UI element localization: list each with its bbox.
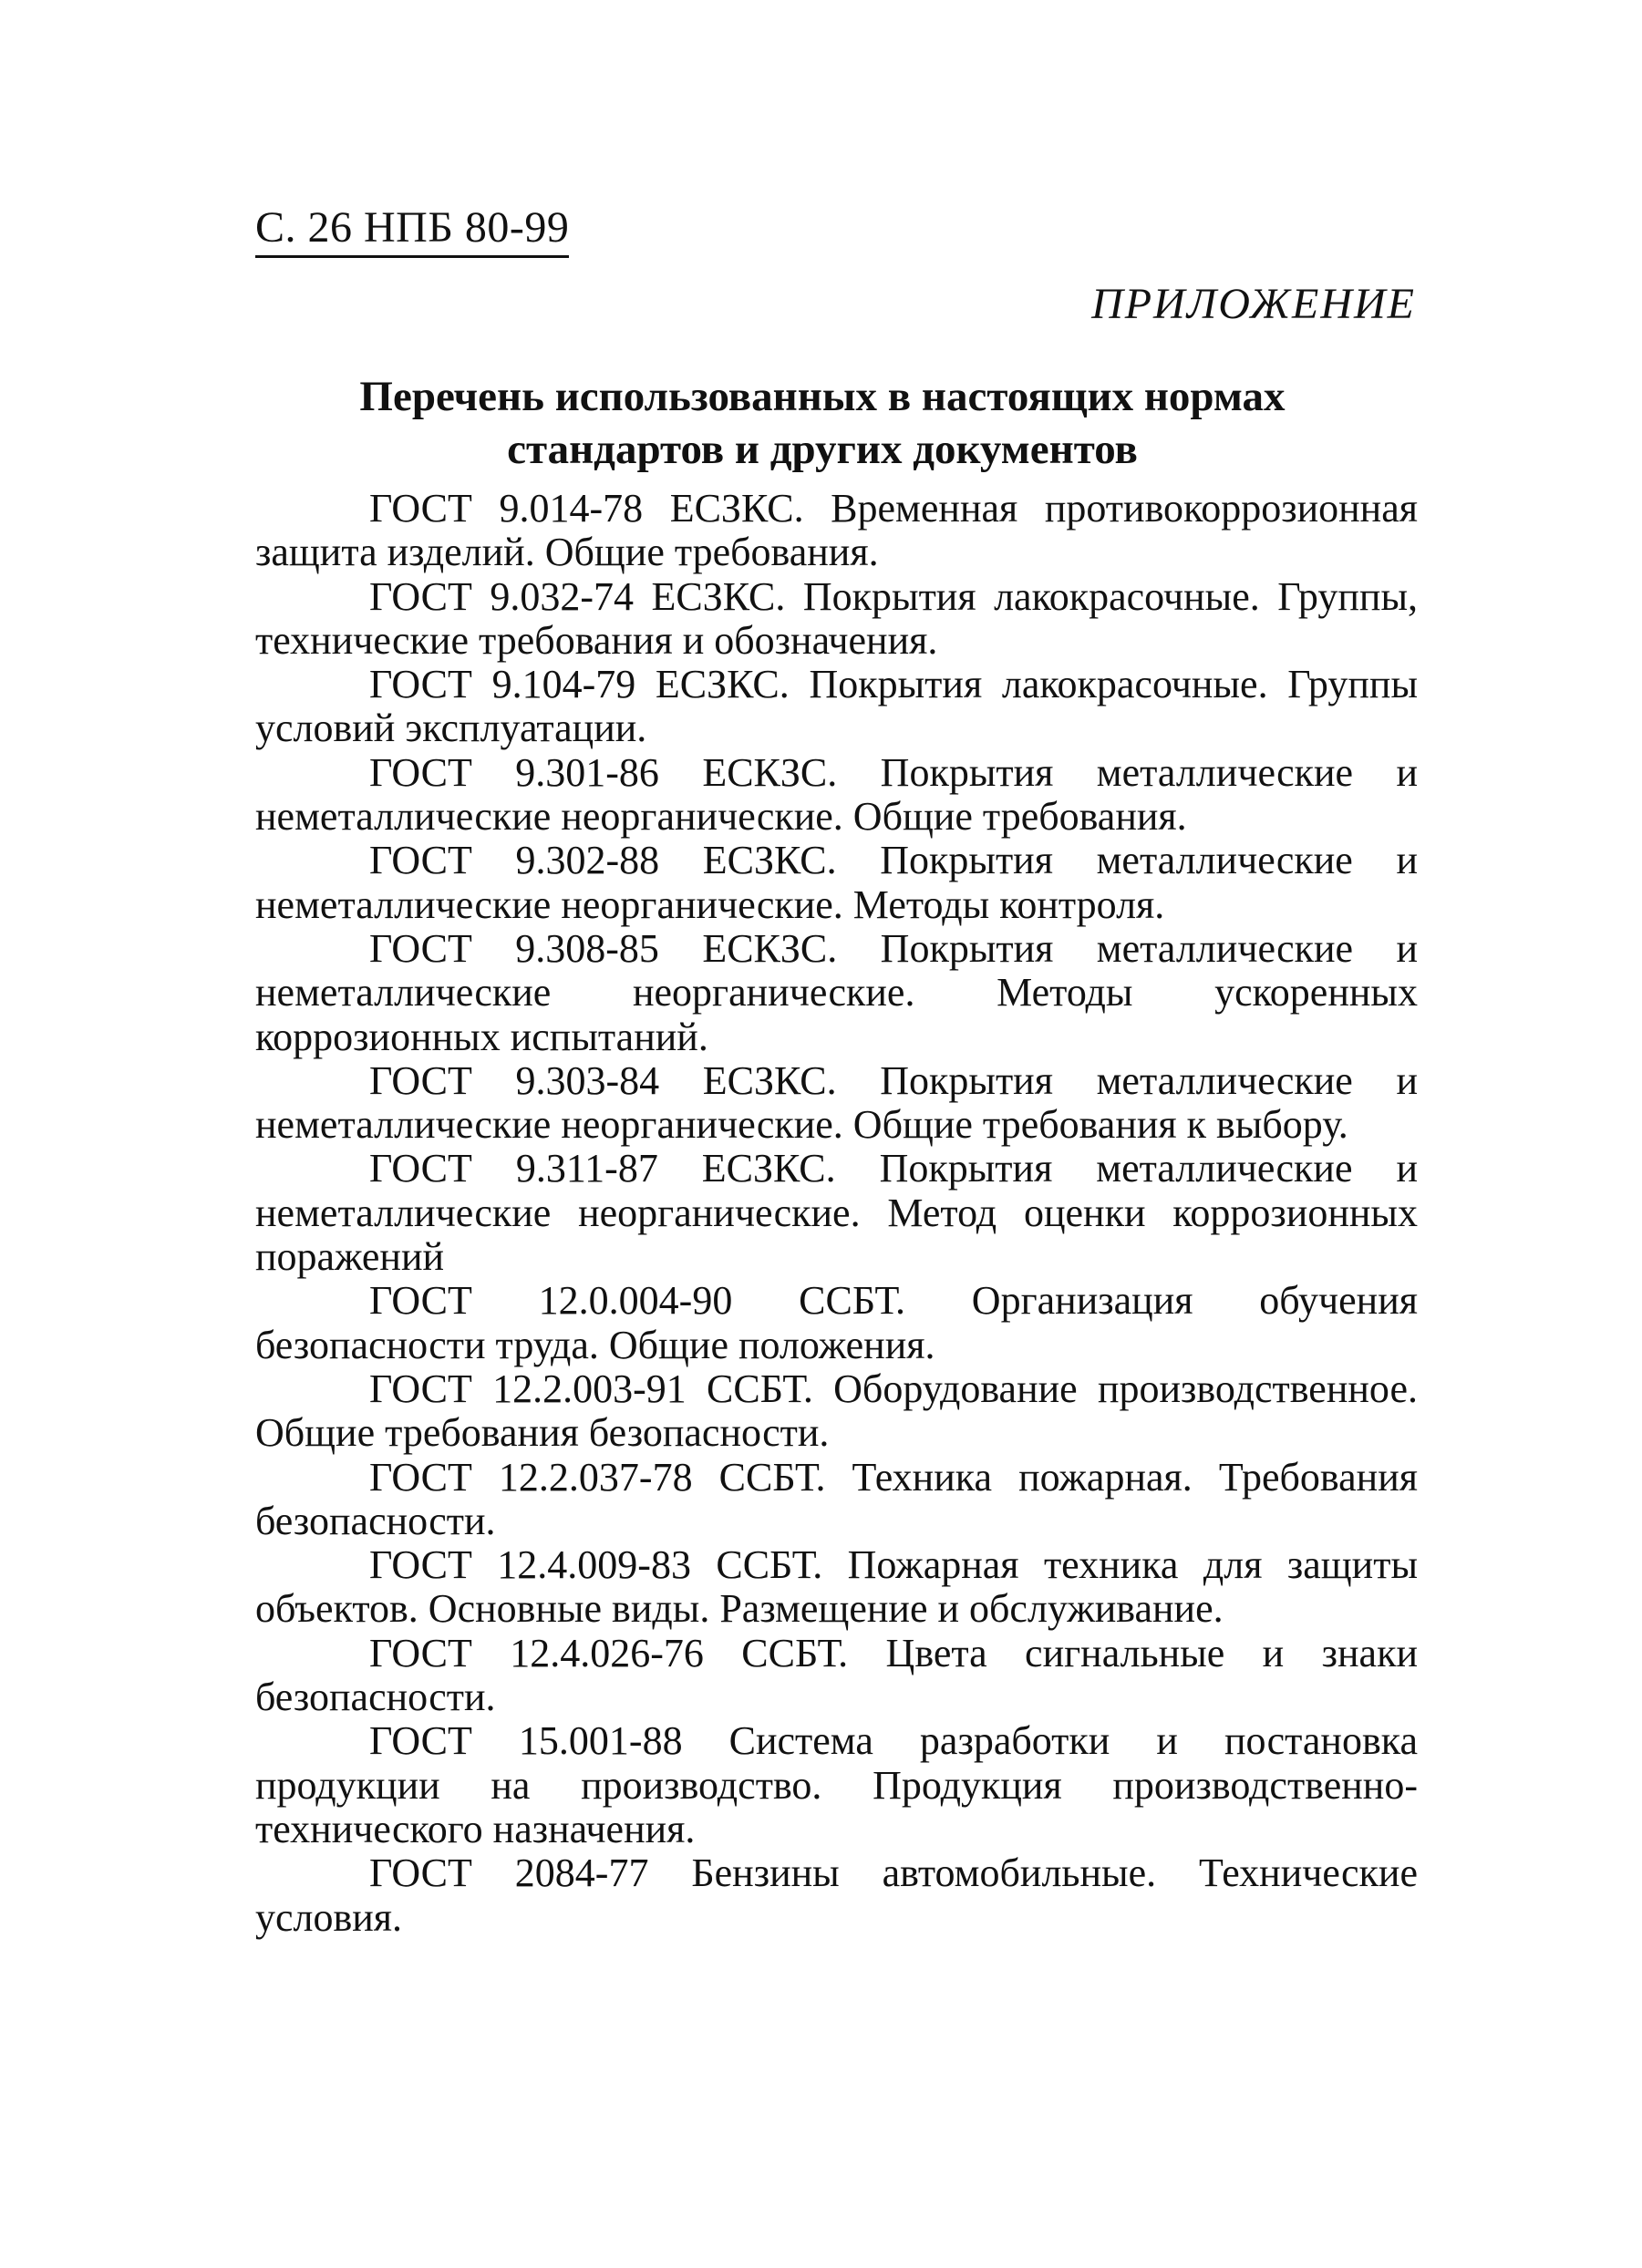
title-line-2: стандартов и других документов [507,426,1138,473]
page-header: С. 26 НПБ 80-99 [255,202,569,258]
list-item: ГОСТ 12.4.026-76 ССБТ. Цвета сигнальные и знаки безопасности. [255,1630,1418,1720]
list-item: ГОСТ 9.308-85 ЕСКЗС. Покрытия металлические и неметаллические неорганические. Методы ускоренных коррозионных испытаний. [255,925,1418,1059]
list-item: ГОСТ 9.311-87 ЕСЗКС. Покрытия металлические и неметаллические неорганические. Метод оценки коррозионных поражений [255,1146,1418,1280]
list-item: ГОСТ 9.301-86 ЕСКЗС. Покрытия металлические и неметаллические неорганические. Общие требования. [255,749,1418,840]
list-item: ГОСТ 15.001-88 Система разработки и постановка продукции на производство. Продукция производственно-технического назначения. [255,1718,1418,1851]
list-item: ГОСТ 9.014-78 ЕСЗКС. Временная противокоррозионная защита изделий. Общие требования. [255,486,1418,575]
list-item: ГОСТ 12.0.004-90 ССБТ. Организация обучения безопасности труда. Общие положения. [255,1278,1418,1367]
section-title [228,370,1417,476]
list-item: ГОСТ 9.303-84 ЕСЗКС. Покрытия металлические и неметаллические неорганические. Общие требования к выбору. [255,1057,1418,1148]
standards-list [255,487,1418,1940]
appendix-label: ПРИЛОЖЕНИЕ [1091,280,1416,328]
list-item: ГОСТ 9.302-88 ЕСЗКС. Покрытия металлические и неметаллические неорганические. Методы контроля. [255,838,1418,927]
list-item: ГОСТ 12.2.037-78 ССБТ. Техника пожарная. Требования безопасности. [255,1454,1418,1543]
list-item: ГОСТ 12.2.003-91 ССБТ. Оборудование производственное. Общие требования безопасности. [255,1366,1418,1456]
list-item: ГОСТ 12.4.009-83 ССБТ. Пожарная техника для защиты объектов. Основные виды. Размещение и обслуживание. [255,1542,1418,1632]
list-item: ГОСТ 9.104-79 ЕСЗКС. Покрытия лакокрасочные. Группы условий эксплуатации. [255,662,1418,751]
list-item: ГОСТ 9.032-74 ЕСЗКС. Покрытия лакокрасочные. Группы, технические требования и обозначения. [255,573,1418,663]
title-line-1: Перечень использованных в настоящих нормах [359,373,1286,420]
list-item: ГОСТ 2084-77 Бензины автомобильные. Технические условия. [255,1850,1418,1940]
